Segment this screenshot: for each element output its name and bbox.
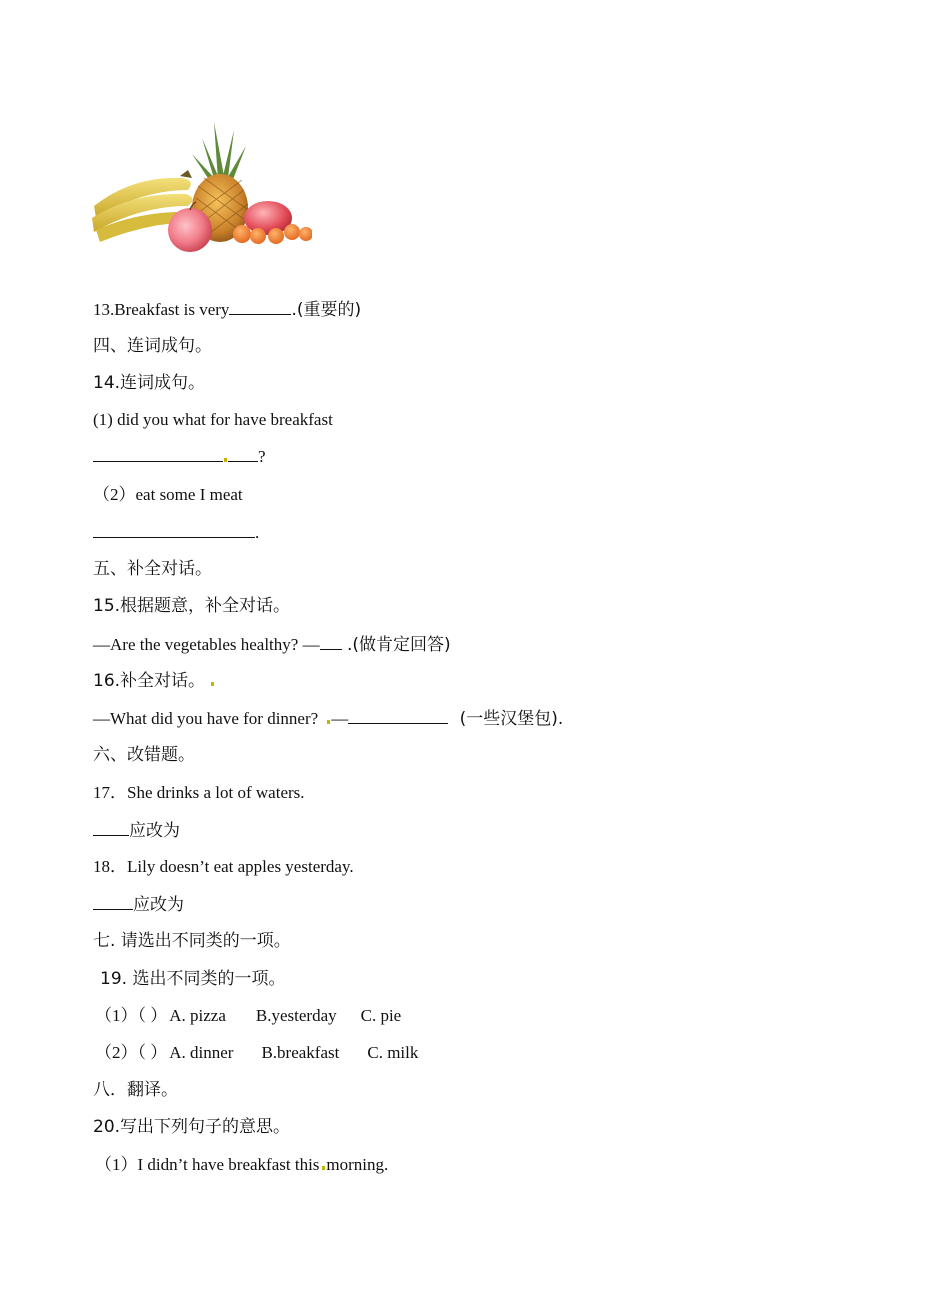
answer-blank[interactable] [228, 445, 258, 462]
yellow-dot-mark [322, 1166, 325, 1170]
question-13-text: 13.Breakfast is very [93, 300, 230, 319]
question-19-item-2 [95, 1042, 418, 1064]
answer-blank[interactable] [93, 893, 133, 910]
answer-blank[interactable] [93, 819, 129, 836]
section-5-heading: 五、补全对话。 [93, 559, 212, 579]
item-number: （1） [95, 1006, 138, 1025]
answer-blank[interactable] [320, 633, 342, 650]
question-15 [93, 633, 451, 656]
item-number: （2） [95, 1043, 138, 1062]
answer-paren[interactable]: （ ） [137, 1006, 168, 1025]
question-20-title: 20.写出下列句子的意思。 [93, 1117, 291, 1137]
question-16-text: —What did you have for dinner? [93, 709, 319, 728]
question-20-part-1 [95, 1154, 388, 1176]
yellow-dot-mark [211, 682, 214, 686]
question-17-answer [93, 819, 180, 842]
question-16-title-row [93, 670, 215, 692]
answer-blank[interactable] [229, 298, 291, 315]
dialog-dash: — [331, 709, 349, 728]
answer-blank[interactable] [348, 707, 448, 724]
option-c: C. milk [367, 1043, 419, 1062]
answer-paren[interactable]: （ ） [137, 1043, 168, 1062]
yellow-dot-mark [327, 720, 330, 724]
question-mark: ? [258, 447, 266, 466]
question-17: 17．She drinks a lot of waters. [93, 783, 305, 802]
question-14-title: 14.连词成句。 [93, 373, 206, 393]
option-c: C. pie [360, 1006, 402, 1025]
answer-blank[interactable] [93, 445, 223, 462]
section-7-heading: 七. 请选出不同类的一项。 [93, 931, 291, 951]
question-13 [93, 298, 361, 321]
section-6-heading: 六、改错题。 [93, 745, 195, 765]
question-16-hint: (一些汉堡包). [454, 709, 564, 729]
correction-label: 应改为 [133, 895, 184, 915]
correction-label: 应改为 [129, 821, 180, 841]
question-19-item-1 [95, 1005, 401, 1027]
question-14-part-1: (1) did you what for have breakfast [93, 410, 333, 429]
question-14-part-1-answer [93, 445, 266, 468]
option-b: B.breakfast [261, 1043, 340, 1062]
option-b: B.yesterday [255, 1006, 337, 1025]
question-14-part-2-answer [93, 521, 259, 544]
option-a: A. pizza [169, 1006, 226, 1025]
question-15-text: —Are the vegetables healthy? — [93, 635, 320, 654]
question-16-title: 16.补全对话。 [93, 671, 206, 691]
yellow-dot-mark [224, 458, 227, 462]
question-20-text: （1）I didn’t have breakfast this [95, 1155, 320, 1174]
question-15-title: 15.根据题意，补全对话。 [93, 596, 291, 616]
question-18-answer [93, 893, 184, 916]
period: . [255, 523, 260, 542]
fruit-illustration [92, 120, 312, 258]
question-15-hint: .(做肯定回答) [341, 635, 451, 655]
question-13-hint: .(重要的) [291, 300, 362, 320]
question-20-text-end: morning. [326, 1155, 389, 1174]
answer-blank[interactable] [93, 521, 255, 538]
section-4-heading: 四、连词成句。 [93, 336, 212, 356]
question-16 [93, 707, 563, 730]
question-18: 18．Lily doesn’t eat apples yesterday. [93, 857, 354, 876]
question-14-part-2: （2）eat some I meat [93, 485, 243, 504]
question-19-title: 19. 选出不同类的一项。 [100, 969, 286, 989]
section-8-heading: 八．翻译。 [93, 1080, 178, 1100]
option-a: A. dinner [169, 1043, 234, 1062]
